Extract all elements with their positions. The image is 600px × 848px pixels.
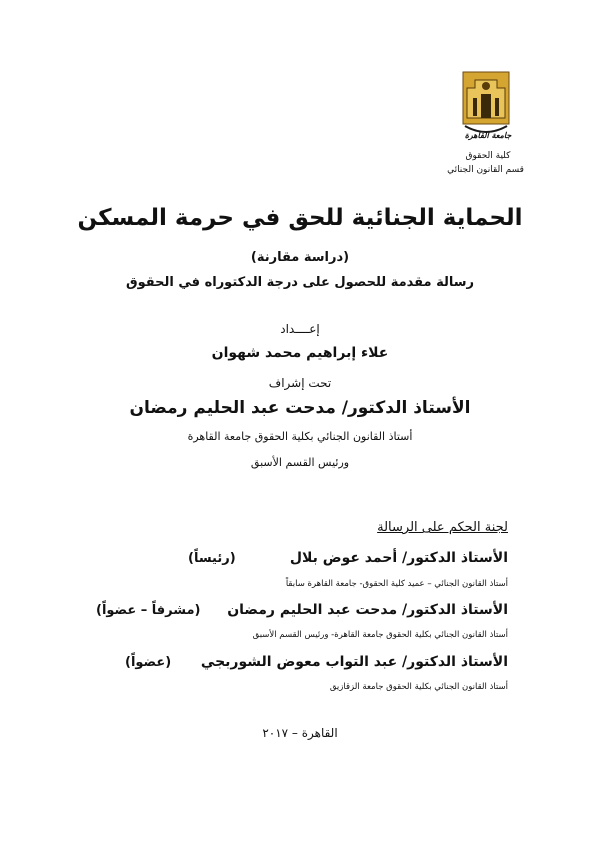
committee-member-name: الأستاذ الدكتور/ عبد التواب معوض الشوربجي xyxy=(200,654,508,670)
supervisor-title-line1: أستاذ القانون الجنائي بكلية الحقوق جامعة القاهرة xyxy=(187,430,413,443)
committee-title: لجنة الحكم على الرسالة xyxy=(377,520,508,535)
committee-member-role: (عضواً) xyxy=(125,655,172,670)
department-name: قسم القانون الجنائي xyxy=(447,165,524,175)
supervisor-title-line2: ورئيس القسم الأسبق xyxy=(250,456,350,469)
faculty-name: كلية الحقوق xyxy=(465,151,511,161)
supervisor-name: الأستاذ الدكتور/ مدحت عبد الحليم رمضان xyxy=(129,398,471,418)
thesis-title: الحماية الجنائية للحق في حرمة المسكن xyxy=(77,205,523,231)
supervision-label: تحت إشراف xyxy=(268,376,332,390)
committee-member-role: (مشرفاً – عضواً) xyxy=(96,603,201,618)
place-and-year: القاهرة – ٢٠١٧ xyxy=(262,726,338,740)
thesis-subtitle: (دراسة مقارنة) xyxy=(250,250,350,265)
logo-caption: جامعة القاهرة xyxy=(464,131,512,140)
committee-member-role: (رئيساً) xyxy=(188,551,236,566)
prepared-by-label: إعــــداد xyxy=(280,322,320,336)
committee-member-desc: أستاذ القانون الجنائي بكلية الحقوق جامعة القاهرة- ورئيس القسم الأسبق xyxy=(252,630,508,640)
committee-member-name: الأستاذ الدكتور/ أحمد عوض بلال xyxy=(289,550,508,566)
author-name: علاء إبراهيم محمد شهوان xyxy=(211,345,389,361)
committee-member-desc: أستاذ القانون الجنائي بكلية الحقوق جامعة الزقازيق xyxy=(329,682,508,692)
committee-member-desc: أستاذ القانون الجنائي – عميد كلية الحقوق- جامعة القاهرة سابقاً xyxy=(285,579,508,589)
university-logo xyxy=(455,68,517,140)
committee-member-name: الأستاذ الدكتور/ مدحت عبد الحليم رمضان xyxy=(227,602,508,618)
degree-statement: رسالة مقدمة للحصول على درجة الدكتوراه في الحقوق xyxy=(126,275,474,290)
